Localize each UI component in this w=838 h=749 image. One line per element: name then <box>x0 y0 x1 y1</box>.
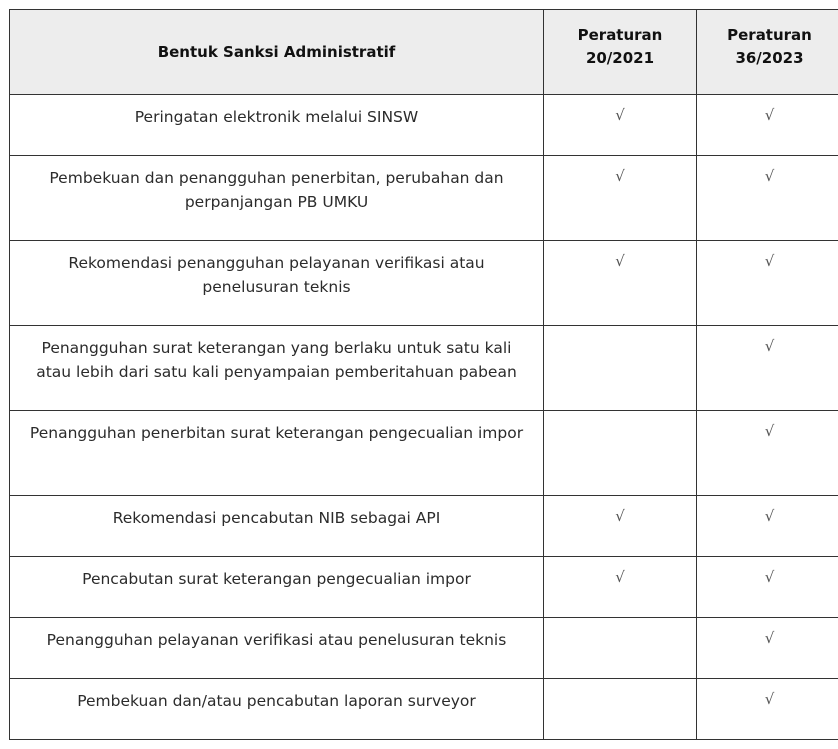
row-check-p1: √ <box>544 557 697 618</box>
row-check-p1: √ <box>544 496 697 557</box>
table-row <box>10 241 838 326</box>
row-check-p1 <box>544 618 697 679</box>
table-row <box>10 496 838 557</box>
header-p1-line2: 20/2021 <box>585 48 655 67</box>
row-check-p1 <box>544 411 697 496</box>
row-check-p1: √ <box>544 241 697 326</box>
row-check-p2: √ <box>697 156 838 241</box>
table-header-row <box>10 10 838 95</box>
header-peraturan-36-2023 <box>697 10 838 95</box>
row-check-p2: √ <box>697 241 838 326</box>
row-check-p1 <box>544 326 697 411</box>
row-bentuk: Rekomendasi pencabutan NIB sebagai API <box>10 496 544 557</box>
sanctions-table <box>9 9 838 740</box>
row-bentuk: Peringatan elektronik melalui SINSW <box>10 95 544 156</box>
table-row <box>10 557 838 618</box>
row-check-p2: √ <box>697 618 838 679</box>
row-check-p1: √ <box>544 95 697 156</box>
row-bentuk: Pembekuan dan penangguhan penerbitan, perubahan dan perpanjangan PB UMKU <box>10 156 544 241</box>
header-p2-line1: Peraturan <box>727 25 812 44</box>
table-row <box>10 156 838 241</box>
header-peraturan-20-2021 <box>544 10 697 95</box>
header-bentuk: Bentuk Sanksi Administratif <box>10 10 544 95</box>
row-check-p2: √ <box>697 557 838 618</box>
row-bentuk: Penangguhan surat keterangan yang berlaku untuk satu kali atau lebih dari satu kali penyampaian pemberitahuan pabean <box>10 326 544 411</box>
table-row <box>10 679 838 740</box>
header-p2-line2: 36/2023 <box>735 48 804 67</box>
row-bentuk: Penangguhan penerbitan surat keterangan pengecualian impor <box>10 411 544 496</box>
row-bentuk: Rekomendasi penangguhan pelayanan verifikasi atau penelusuran teknis <box>10 241 544 326</box>
header-p1-line1: Peraturan <box>577 25 663 44</box>
row-check-p2: √ <box>697 326 838 411</box>
row-check-p2: √ <box>697 95 838 156</box>
table-row <box>10 618 838 679</box>
row-check-p1 <box>544 679 697 740</box>
row-bentuk: Penangguhan pelayanan verifikasi atau penelusuran teknis <box>10 618 544 679</box>
row-check-p2: √ <box>697 496 838 557</box>
table-row <box>10 326 838 411</box>
table-row <box>10 95 838 156</box>
row-check-p1: √ <box>544 156 697 241</box>
row-check-p2: √ <box>697 679 838 740</box>
row-bentuk: Pembekuan dan/atau pencabutan laporan surveyor <box>10 679 544 740</box>
row-check-p2: √ <box>697 411 838 496</box>
table-row <box>10 411 838 496</box>
row-bentuk: Pencabutan surat keterangan pengecualian impor <box>10 557 544 618</box>
